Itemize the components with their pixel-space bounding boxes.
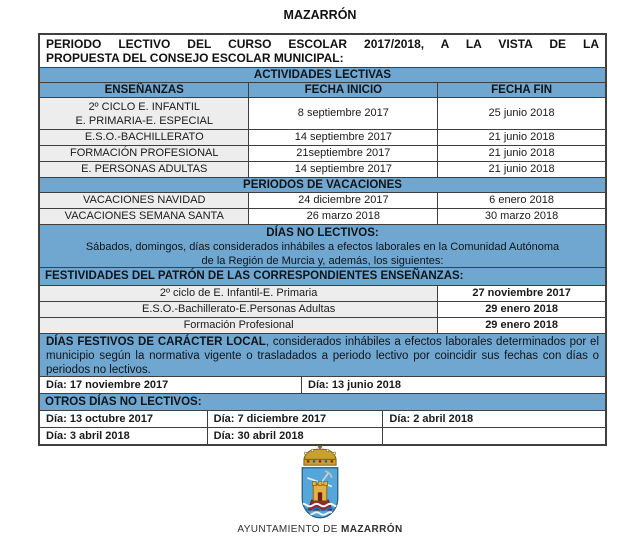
- dias-festivos-block: [40, 334, 605, 376]
- cell-dia-empty: [382, 428, 605, 444]
- cell-periodo: VACACIONES SEMANA SANTA: [40, 209, 248, 224]
- cell-fecha-fin: 6 enero 2018: [437, 193, 605, 208]
- section-dias-festivos-local: [40, 333, 605, 376]
- description-line-1: Sábados, domingos, días considerados inhábiles a efectos laborales en la Comunidad Autónoma: [85, 241, 560, 253]
- cell-ensenanza: [40, 98, 248, 129]
- cell-dia: Día: 30 abril 2018: [207, 428, 383, 444]
- cell-fecha-inicio: 8 septiembre 2017: [248, 98, 437, 129]
- ensenanza-line-2: E. PRIMARIA-E. ESPECIAL: [75, 114, 214, 127]
- cell-fecha-fin: 21 junio 2018: [437, 162, 605, 177]
- cell-dia: Día: 3 abril 2018: [46, 429, 130, 442]
- cell-fecha-fin: 21 junio 2018: [437, 130, 605, 145]
- table-row: [40, 376, 605, 393]
- table-row: [40, 97, 605, 129]
- cell-fecha-fin: 30 marzo 2018: [437, 209, 605, 224]
- column-header-row: [40, 82, 605, 97]
- school-calendar-table: [38, 33, 607, 446]
- table-row: [40, 192, 605, 208]
- dias-festivos-description: , considerados inhábiles a efectos laborales determinados por el municipio según la normativa vigente o trasladados a periodo lectivo por coincidir sus fechas con días o periodos no lectivos.: [46, 336, 599, 376]
- column-header-fecha-fin: FECHA FIN: [437, 83, 605, 97]
- section-title: DÍAS NO LECTIVOS:: [266, 227, 379, 239]
- section-header-actividades: [40, 67, 605, 82]
- table-row: [40, 161, 605, 177]
- column-header-fecha-inicio: FECHA INICIO: [248, 83, 437, 97]
- intro-text: [40, 35, 605, 67]
- column-header-ensenanzas: ENSEÑANZAS: [40, 83, 248, 97]
- footer-caption-prefix: AYUNTAMIENTO DE: [237, 524, 342, 535]
- table-row: [40, 301, 605, 317]
- cell-dia: Día: 13 octubre 2017: [46, 412, 153, 425]
- cell-fecha: 29 enero 2018: [437, 318, 605, 333]
- section-title: OTROS DÍAS NO LECTIVOS:: [40, 394, 605, 410]
- section-header-vacaciones: [40, 177, 605, 192]
- cell-ensenanza: 2º ciclo de E. Infantil-E. Primaria: [40, 286, 437, 301]
- dias-no-lectivos-block: [40, 225, 605, 267]
- crown-icon: [304, 445, 336, 465]
- cell-ensenanza: FORMACIÓN PROFESIONAL: [40, 146, 248, 161]
- cell-fecha-inicio: 14 septiembre 2017: [248, 130, 437, 145]
- description-line-2: de la Región de Murcia y, además, los siguientes:: [201, 255, 444, 267]
- table-row: [40, 410, 605, 427]
- intro-line-1: PERIODO LECTIVO DEL CURSO ESCOLAR 2017/2018, A LA VISTA DE LA: [46, 37, 599, 51]
- cell-fecha: 29 enero 2018: [437, 302, 605, 317]
- cell-fecha: 27 noviembre 2017: [437, 286, 605, 301]
- table-row: [40, 317, 605, 333]
- dias-festivos-title: DÍAS FESTIVOS DE CARÁCTER LOCAL: [46, 336, 266, 348]
- cell-fecha-inicio: 14 septiembre 2017: [248, 162, 437, 177]
- cell-fecha-inicio: 21septiembre 2017: [248, 146, 437, 161]
- cell-ensenanza: Formación Profesional: [40, 318, 437, 333]
- section-dias-no-lectivos: [40, 224, 605, 267]
- footer-caption: [0, 524, 640, 535]
- section-title: ACTIVIDADES LECTIVAS: [40, 68, 605, 82]
- page-title: MAZARRÓN: [283, 8, 357, 22]
- cell-dia: Día: 2 abril 2018: [382, 411, 605, 427]
- cell-periodo: VACACIONES NAVIDAD: [40, 193, 248, 208]
- intro-row: [40, 35, 605, 67]
- section-header-festividades: [40, 267, 605, 285]
- table-row: [40, 129, 605, 145]
- cell-dia: Día: 7 diciembre 2017: [207, 411, 383, 427]
- cell-dia: Día: 17 noviembre 2017: [46, 378, 169, 391]
- section-title: PERIODOS DE VACACIONES: [40, 178, 605, 192]
- footer-caption-name: MAZARRÓN: [341, 524, 403, 535]
- mazarron-coat-of-arms-icon: [293, 444, 347, 522]
- section-title: FESTIVIDADES DEL PATRÓN DE LAS CORRESPONDIENTES ENSEÑANZAS:: [40, 268, 605, 285]
- table-row: [40, 427, 605, 444]
- intro-line-2: PROPUESTA DEL CONSEJO ESCOLAR MUNICIPAL:: [46, 50, 344, 65]
- section-header-otros-dias: [40, 393, 605, 410]
- cell-fecha-fin: 21 junio 2018: [437, 146, 605, 161]
- table-row: [40, 285, 605, 301]
- cell-fecha-inicio: 26 marzo 2018: [248, 209, 437, 224]
- cell-fecha-inicio: 24 diciembre 2017: [248, 193, 437, 208]
- cell-ensenanza: E. PERSONAS ADULTAS: [40, 162, 248, 177]
- shield-icon: [300, 468, 341, 518]
- cell-fecha-fin: 25 junio 2018: [437, 98, 605, 129]
- cell-ensenanza: E.S.O.-Bachillerato-E.Personas Adultas: [40, 302, 437, 317]
- cell-ensenanza: E.S.O.-BACHILLERATO: [40, 130, 248, 145]
- table-row: [40, 208, 605, 224]
- ensenanza-line-1: 2º CICLO E. INFANTIL: [88, 100, 201, 113]
- cell-dia: Día: 13 junio 2018: [301, 377, 605, 393]
- table-row: [40, 145, 605, 161]
